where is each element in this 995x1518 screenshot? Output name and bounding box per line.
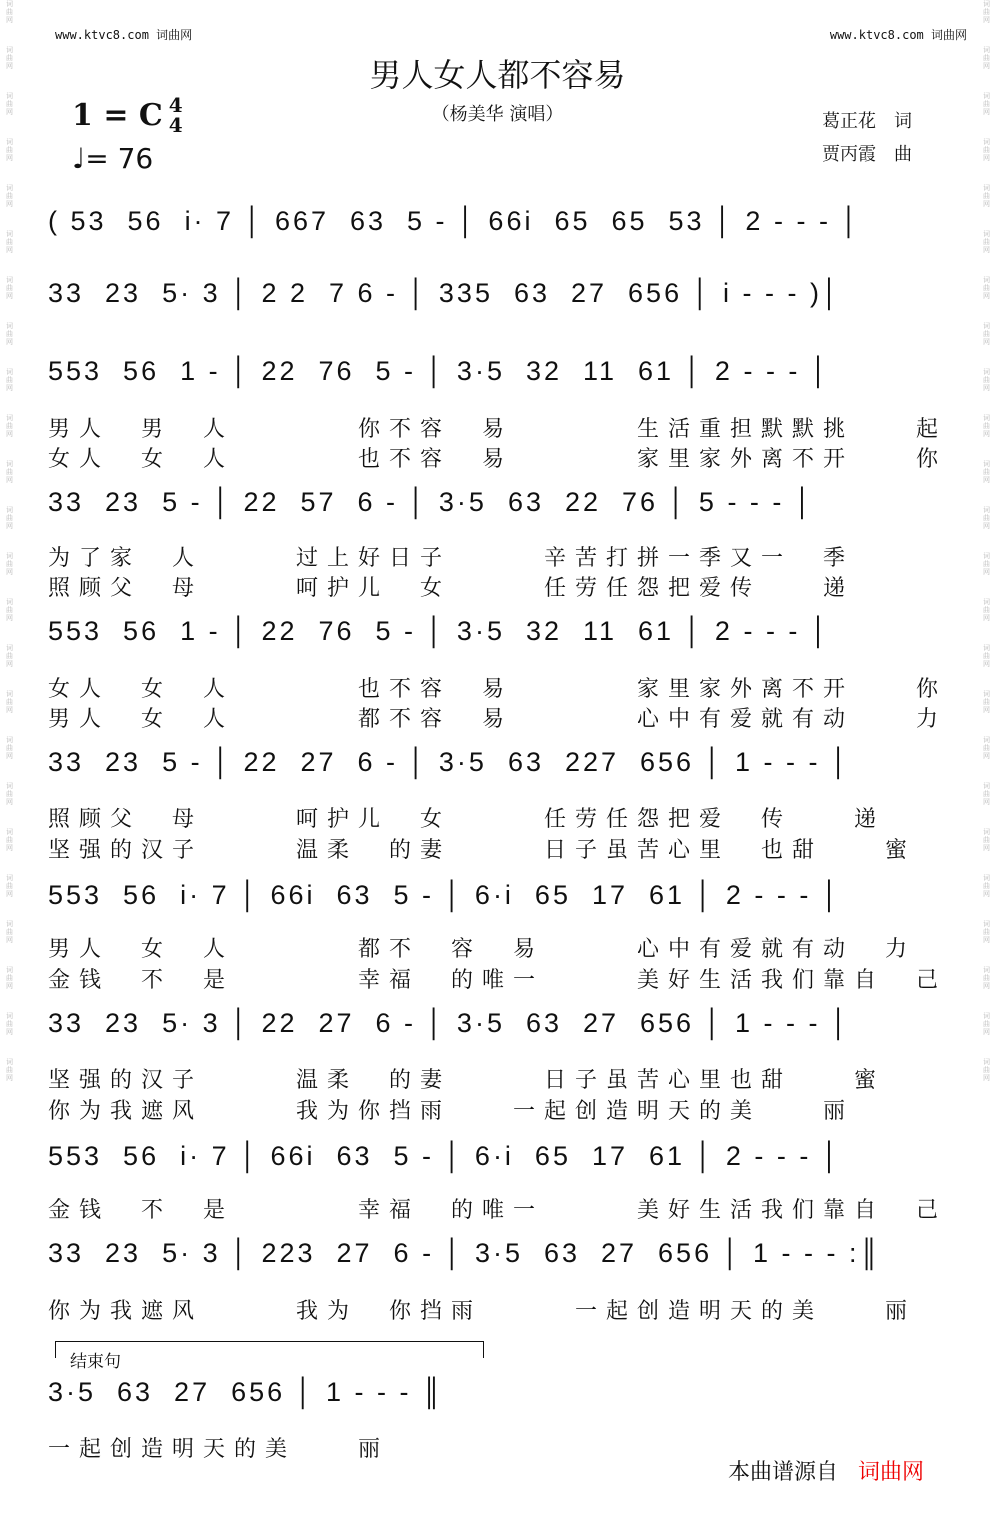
composer-credit: 贾丙霞 曲: [822, 144, 912, 165]
watermark-text: 词曲网: [982, 322, 991, 346]
lyric-line: 一起创造明天的美 丽: [48, 1437, 390, 1462]
watermark-text: 词曲网: [5, 598, 14, 622]
watermark-text: 词曲网: [5, 460, 14, 484]
notes: 553 56 1 - │ 22 76 5 - │ 3·5 32 11 61 │ 2 - - - │: [48, 355, 831, 386]
lyric-line: 金钱 不 是 幸福 的唯一 美好生活我们靠自 己: [48, 968, 948, 993]
watermark-text: 词曲网: [5, 874, 14, 898]
time-denominator: 4: [168, 113, 183, 137]
watermark-text: 词曲网: [982, 92, 991, 116]
watermark-text: 词曲网: [5, 690, 14, 714]
watermark-text: 词曲网: [982, 1012, 991, 1036]
watermark-text: 词曲网: [5, 828, 14, 852]
notation-row-10: [48, 1228, 945, 1278]
watermark-text: 词曲网: [5, 1058, 14, 1082]
watermark-text: 词曲网: [982, 230, 991, 254]
watermark-text: 词曲网: [982, 598, 991, 622]
watermark-text: 词曲网: [5, 506, 14, 530]
watermark-text: 词曲网: [982, 736, 991, 760]
watermark-text: 词曲网: [982, 690, 991, 714]
tempo-value: = 76: [85, 142, 154, 175]
notation-row-3: [48, 346, 945, 396]
lyric-line: 金钱 不 是 幸福 的唯一 美好生活我们靠自 己: [48, 1198, 948, 1223]
notes: 33 23 5 - │ 22 57 6 - │ 3·5 63 22 76 │ 5 - - - │: [48, 486, 815, 517]
source-text: 本曲谱源自: [728, 1460, 839, 1485]
notes: 33 23 5· 3 │ 22 27 6 - │ 3·5 63 27 656 │ 1 - - - │: [48, 1007, 851, 1038]
watermark-text: 词曲网: [982, 46, 991, 70]
notation-row-8: [48, 998, 945, 1048]
notes: 553 56 1 - │ 22 76 5 - │ 3·5 32 11 61 │ 2 - - - │: [48, 615, 831, 646]
notes: 33 23 5· 3 │ 2 2 7 6 - │ 335 63 27 656 │ i - - - )│: [48, 277, 842, 308]
watermark-text: 词曲网: [982, 276, 991, 300]
lyric-line: 照顾父 母 呵护儿 女 任劳任怨把爱 传 递: [48, 807, 886, 832]
watermark-text: 词曲网: [5, 920, 14, 944]
watermark-text: 词曲网: [5, 782, 14, 806]
ending-label: 结束句: [70, 1352, 121, 1372]
watermark-text: 词曲网: [982, 0, 991, 24]
key-label: 1 = C: [72, 97, 163, 133]
left-watermark-strip: [2, 0, 16, 1518]
lyric-line: 照顾父 母 呵护儿 女 任劳任怨把爱传 递: [48, 576, 855, 601]
watermark-text: 词曲网: [5, 552, 14, 576]
source-footer: [728, 1455, 924, 1486]
watermark-text: 词曲网: [5, 92, 14, 116]
watermark-text: 词曲网: [5, 138, 14, 162]
notation-row-ending: [48, 1367, 485, 1417]
watermark-text: 词曲网: [982, 644, 991, 668]
notes: 33 23 5· 3 │ 223 27 6 - │ 3·5 63 27 656 │ 1 - - - :║: [48, 1237, 882, 1268]
tempo-marking: [72, 142, 153, 175]
notes: 553 56 i· 7 │ 66i 63 5 - │ 6·i 65 17 61 │ 2 - - - │: [48, 879, 842, 910]
watermark-text: 词曲网: [982, 184, 991, 208]
notation-row-2: [48, 268, 945, 318]
lyric-line: 女人 女 人 也不容 易 家里家外离不开 你: [48, 677, 948, 702]
lyric-line: 男人 女 人 都不 容 易 心中有爱就有动 力: [48, 937, 917, 962]
watermark-text: 词曲网: [982, 506, 991, 530]
notation-row-7: [48, 870, 945, 920]
header-site-right: www.ktvc8.com 词曲网: [829, 28, 967, 42]
watermark-text: 词曲网: [5, 230, 14, 254]
lyricist-credit: 葛正花 词: [822, 111, 912, 132]
lyric-line: 为了家 人 过上好日子 辛苦打拼一季又一 季: [48, 546, 855, 571]
key-signature: [72, 95, 183, 135]
notation-row-1: [48, 196, 945, 246]
song-title: 男人女人都不容易: [369, 56, 626, 94]
time-signature: [169, 95, 183, 135]
watermark-text: 词曲网: [5, 644, 14, 668]
lyric-line: 坚强的汉子 温柔 的妻 日子虽苦心里 也甜 蜜: [48, 838, 917, 863]
watermark-text: 词曲网: [982, 874, 991, 898]
watermark-text: 词曲网: [5, 368, 14, 392]
notation-row-4: [48, 477, 945, 527]
time-numerator: 4: [168, 93, 183, 117]
watermark-text: 词曲网: [982, 920, 991, 944]
notes: 553 56 i· 7 │ 66i 63 5 - │ 6·i 65 17 61 │ 2 - - - │: [48, 1140, 842, 1171]
notes: 3·5 63 27 656 │ 1 - - - ║: [48, 1376, 445, 1407]
watermark-text: 词曲网: [982, 966, 991, 990]
notation-row-5: [48, 606, 945, 656]
watermark-text: 词曲网: [5, 1012, 14, 1036]
notation-row-9: [48, 1131, 945, 1181]
notes: 33 23 5 - │ 22 27 6 - │ 3·5 63 227 656 │ 1 - - - │: [48, 746, 851, 777]
lyric-line: 男人 男 人 你不容 易 生活重担默默挑 起: [48, 417, 948, 442]
right-watermark-strip: [979, 0, 993, 1518]
lyric-line: 你为我遮风 我为你挡雨 一起创造明天的美 丽: [48, 1099, 855, 1124]
watermark-text: 词曲网: [5, 184, 14, 208]
watermark-text: 词曲网: [5, 966, 14, 990]
lyric-line: 坚强的汉子 温柔 的妻 日子虽苦心里也甜 蜜: [48, 1068, 886, 1093]
watermark-text: 词曲网: [982, 368, 991, 392]
watermark-text: 词曲网: [5, 46, 14, 70]
singer-credit: （杨美华 演唱）: [431, 104, 564, 125]
watermark-text: 词曲网: [982, 552, 991, 576]
watermark-text: 词曲网: [982, 138, 991, 162]
watermark-text: 词曲网: [982, 1058, 991, 1082]
lyric-line: 女人 女 人 也不容 易 家里家外离不开 你: [48, 447, 948, 472]
watermark-text: 词曲网: [5, 736, 14, 760]
lyric-line: 你为我遮风 我为 你挡雨 一起创造明天的美 丽: [48, 1299, 917, 1324]
watermark-text: 词曲网: [982, 414, 991, 438]
watermark-text: 词曲网: [982, 828, 991, 852]
watermark-text: 词曲网: [982, 782, 991, 806]
header-site-left: www.ktvc8.com 词曲网: [55, 28, 193, 42]
watermark-text: 词曲网: [5, 414, 14, 438]
quarter-note-icon: ♩: [72, 142, 86, 175]
source-site-link[interactable]: 词曲网: [858, 1460, 925, 1485]
watermark-text: 词曲网: [5, 322, 14, 346]
watermark-text: 词曲网: [5, 0, 14, 24]
notes: ( 53 56 i· 7 │ 667 63 5 - │ 66i 65 65 53 │ 2 - - - │: [48, 205, 862, 236]
watermark-text: 词曲网: [982, 460, 991, 484]
notation-row-6: [48, 737, 945, 787]
lyric-line: 男人 女 人 都不容 易 心中有爱就有动 力: [48, 707, 948, 732]
watermark-text: 词曲网: [5, 276, 14, 300]
